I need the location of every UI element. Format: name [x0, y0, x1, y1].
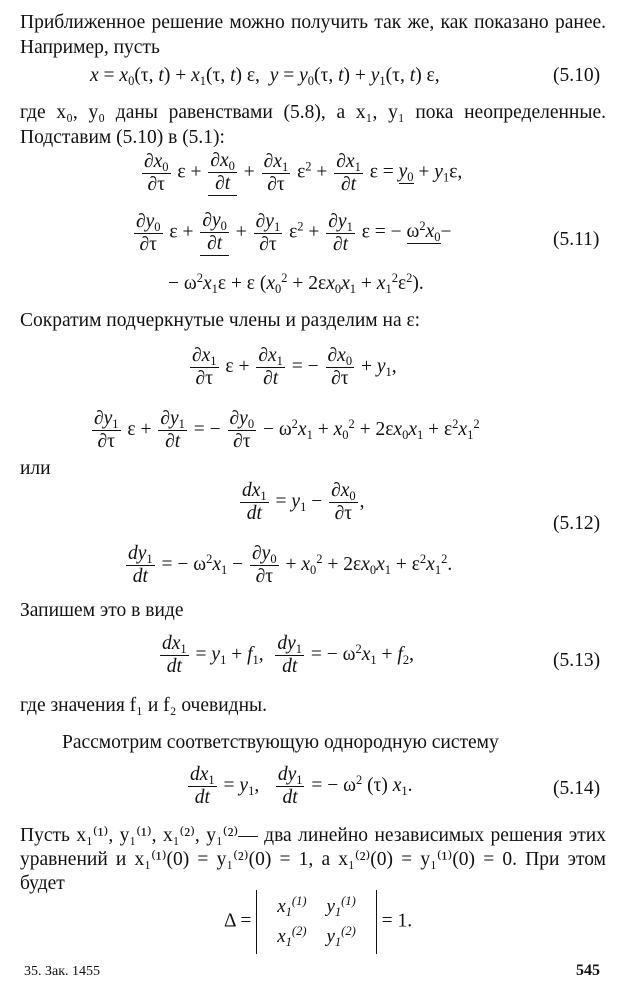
equation-number-5-13: (5.13)	[553, 650, 601, 671]
equation-reduced-line-2: $\frac{\partial y_1}{\partial\tau}$ ε + $\frac{\partial y_1}{\partial t}$ = − $\frac{\partial y_0}{\partial\tau}$ − $\omega^2x_1 + x_0^2 + 2\varepsilon x_0x_1 + \varepsilon^2x_1^2$	[94, 408, 480, 452]
equation-5-13: $\frac{dx_1}{dt}$ = $y_1 + f_1$, $\frac{dy_1}{dt}$ = − $\omega^2x_1 + f_2$,	[162, 633, 414, 677]
equation-determinant: Δ = $x_1^{(1)}$ $y_1^{(1)}$ $x_1^{(2)}$ $y_1^{(2)}$ = 1.	[224, 890, 412, 954]
paragraph-f-values: где значения f₁ и f₂ очевидны.	[20, 695, 267, 716]
paragraph-solutions: Пусть x₁⁽¹⁾, y₁⁽¹⁾, x₁⁽²⁾, y₁⁽²⁾— два линейно независимых решения этих уравнений и x₁⁽¹⁾(0) = y₁⁽²⁾(0) = 1, а x₁⁽²⁾(0) = y₁⁽¹⁾(0) = 0. При этом будет	[20, 825, 606, 894]
equation-5-11-line-1: $\frac{\partial x_0}{\partial\tau}$ ε + $\frac{\partial x_0}{\partial t}$ + $\frac{\partial x_1}{\partial\tau}$ $\varepsilon^2$ + $\frac{\partial x_1}{\partial t}$ $\varepsilon = y_0 + y_1\varepsilon$,	[144, 150, 463, 195]
equation-5-12-line-2: $\frac{dy_1}{dt}$ = − $\omega^2x_1$ − $\frac{\partial y_0}{\partial\tau}$ + $x_0^2 + 2\varepsilon x_0x_1 + \varepsilon^2x_1^2$.	[128, 543, 453, 587]
paragraph-homogeneous: Рассмотрим соответствующую однородную систему	[62, 732, 499, 753]
paragraph-intro: Приближенное решение можно получить так же, как показано ранее. Например, пусть	[20, 12, 606, 58]
print-signature: 35. Зак. 1455	[24, 964, 101, 979]
equation-reduced-line-1: $\frac{\partial x_1}{\partial\tau}$ ε + $\frac{\partial x_1}{\partial t}$ = − $\frac{\partial x_0}{\partial\tau}$ + $y_1$,	[192, 345, 397, 389]
equation-5-14: $\frac{dx_1}{dt}$ = $y_1$, $\frac{dy_1}{dt}$ = − $\omega^2$ (τ) $x_1$.	[190, 764, 413, 808]
paragraph-or: или	[20, 458, 51, 479]
page-number: 545	[576, 962, 600, 979]
paragraph-substitution: где x₀, y₀ даны равенствами (5.8), а x₁, y₁ пока неопределенные. Подставим (5.10) в (5.1):	[20, 102, 606, 148]
equation-5-10: $x = x_0(\tau$, $t) + x_1(\tau$, t) ε, $y = y_0(\tau$, $t) + y_1(\tau$, t) ε,	[90, 65, 440, 88]
equation-5-11-line-2: $\frac{\partial y_0}{\partial\tau}$ ε + $\frac{\partial y_0}{\partial t}$ + $\frac{\partial y_1}{\partial\tau}$ $\varepsilon^2$ + $\frac{\partial y_1}{\partial t}$ ε = − $\omega^2x_0-$	[136, 210, 452, 255]
equation-5-11-line-3: − $\omega^2x_1\varepsilon + \varepsilon$ $(x_0^2 + 2\varepsilon x_0x_1 + x_1^2\varepsilon^2)$.	[168, 271, 424, 296]
paragraph-cancel: Сократим подчеркнутые члены и разделим на ε:	[20, 310, 421, 331]
equation-number-5-14: (5.14)	[553, 778, 601, 799]
equation-number-5-10: (5.10)	[553, 65, 601, 86]
determinant-matrix: $x_1^{(1)}$ $y_1^{(1)}$ $x_1^{(2)}$ $y_1^{(2)}$	[256, 890, 377, 954]
paragraph-write-form: Запишем это в виде	[20, 600, 184, 621]
equation-5-12-line-1: $\frac{dx_1}{dt}$ = $y_1$ − $\frac{\partial x_0}{\partial\tau}$ ,	[242, 480, 365, 524]
equation-number-5-11: (5.11)	[553, 229, 600, 250]
equation-number-5-12: (5.12)	[553, 513, 601, 534]
